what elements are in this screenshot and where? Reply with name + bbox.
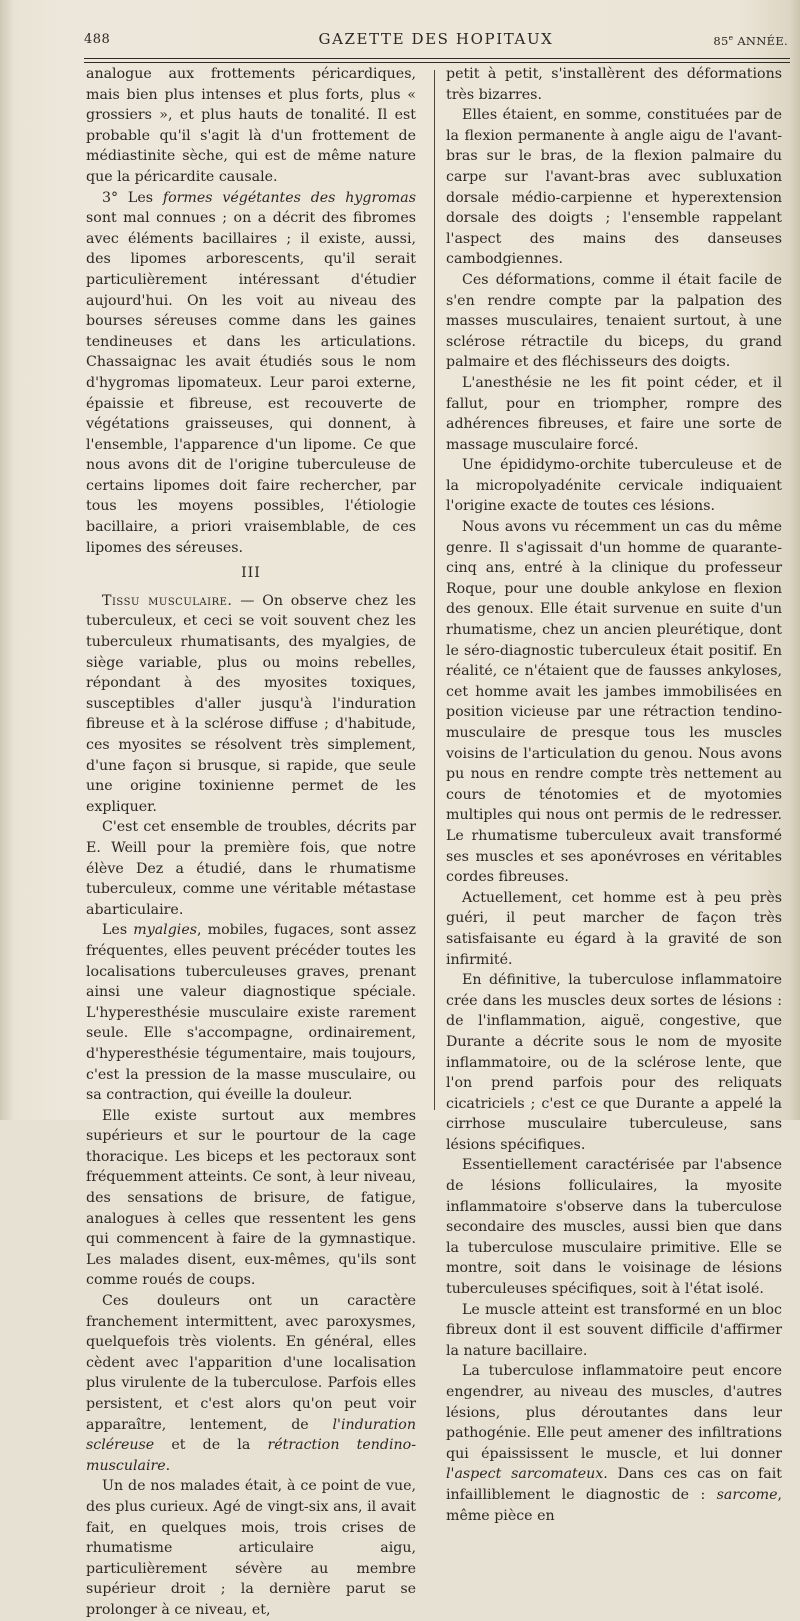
emphasis: l'aspect sarcomateux bbox=[446, 1466, 604, 1483]
paragraph: petit à petit, s'installèrent des déformations très bizarres. bbox=[446, 66, 782, 103]
paragraph-text: La tuberculose inflammatoire peut encore engendrer, au niveau des muscles, d'autres lésions, plus déroutantes dans leur pathogénie. Elle peut amener des infiltrations qui épaississent le muscle, et lui donner bbox=[446, 1363, 782, 1462]
paragraph: Une épididymo-orchite tuberculeuse et de la micropolyadénite cervicale indiquaient l'origine exacte de toutes ces lésions. bbox=[446, 457, 782, 515]
paragraph: Un de nos malades était, à ce point de vue, des plus curieux. Agé de vingt-six ans, il avait fait, en quelques mois, trois crises de rhumatisme articulaire aigu, particulièrement sévère au membre supérieur droit ; la dernière parut se prolonger à ce niveau, et, bbox=[86, 1478, 416, 1618]
paragraph: Le muscle atteint est transformé en un bloc fibreux dont il est souvent difficile d'affirmer la nature bacillaire. bbox=[446, 1301, 782, 1359]
paragraph-text: Ces douleurs ont un caractère franchement intermittent, avec paroxysmes, quelquefois très violents. En général, elles cèdent avec l'apparition d'une localisation plus virulente de la tuberculose. Parfois elles persistent, et c'est alors qu'on peut voir apparaître, lentement, de bbox=[86, 1293, 416, 1433]
paragraph: Actuellement, cet homme est à peu près guéri, il peut marcher de façon très satisfaisante eu égard à la gravité de son infirmité. bbox=[446, 889, 782, 968]
left-column bbox=[86, 64, 416, 1621]
paragraph-lead: Les bbox=[102, 922, 134, 939]
header-rule-top bbox=[84, 58, 790, 59]
paragraph: Elle existe surtout aux membres supérieurs et sur le pourtour de la cage thoracique. Les biceps et les pectoraux sont fréquemment atteints. Ce sont, à leur niveau, des sensations de brisure, de fatigue, analogues à celles que ressentent les gens qui commencent à faire de la gymnastique. Les malades disent, eux-mêmes, qu'ils sont comme roués de coups. bbox=[86, 1107, 416, 1289]
paragraph-text: — On observe chez les tuberculeux, et ceci se voit souvent chez les tuberculeux rhumatisants, des myalgies, de siège variable, plus ou moins rebelles, répondant à des myosites toxiques, susceptibles d'aller jusqu'à l'induration fibreuse et à la sclérose diffuse ; d'habitude, ces myosites se résolvent très simplement, d'une façon si brusque, si rapide, que seule une origine toxinienne permet de les expliquer. bbox=[86, 592, 417, 815]
running-header bbox=[84, 30, 788, 54]
emphasis: myalgies bbox=[133, 922, 197, 939]
section-heading: III bbox=[241, 565, 261, 582]
paragraph bbox=[86, 1291, 416, 1476]
paragraph: Elles étaient, en somme, constituées par de la flexion permanente à angle aigu de l'avant-bras sur le bras, de la flexion palmaire du carpe sur l'avant-bras avec subluxation dorsale médio-carpienne et hyperextension dorsale des doigts ; l'ensemble rappelant l'aspect des mains des danseuses cambodgiennes. bbox=[446, 107, 782, 268]
emphasis: formes végétantes des hygromas bbox=[162, 189, 416, 206]
year-label bbox=[713, 33, 788, 48]
year-number: 85 bbox=[713, 33, 729, 48]
paragraph-text: et de la bbox=[154, 1437, 268, 1454]
paragraph: Nous avons vu récemment un cas du même genre. Il s'agissait d'un homme de quarante-cinq ans, entré à la clinique du professeur Roque, pour une double ankylose en flexion des genoux. Elle était survenue en suite d'un rhumatisme, chez un ancien pleurétique, dont le séro-diagnostic tuberculeux était positif. En réalité, ce n'étaient que de fausses ankyloses, cet homme avait les jambes immobilisées en position vicieuse par une rétraction tendino-musculaire de presque tous les muscles voisins de l'articulation du genou. Nous avons pu nous en rendre compte très nettement au cours de ténotomies et de myotomies multiples qui nous ont permis de le redresser. Le rhumatisme tuberculeux avait transformé ses muscles et ses aponévroses en véritables cordes fibreuses. bbox=[446, 519, 782, 886]
paragraph: En définitive, la tuberculose inflammatoire crée dans les muscles deux sortes de lésions : de l'inflammation, aiguë, congestive, que Durante a décrite sous le nom de myosite inflammatoire, ou de la sclérose lente, que l'on prend parfois pour des reliquats cicatriciels ; c'est ce que Durante a appelé la cirrhose musculaire tuberculeuse, sans lésions spécifiques. bbox=[446, 972, 782, 1153]
paragraph-text: . Dans ces cas on fait infailliblement le diagnostic de : bbox=[446, 1466, 782, 1503]
paragraph-text: sont mal connues ; on a décrit des fibromes avec éléments bacillaires ; il existe, aussi, des lipomes arborescents, qu'il serait particulièrement intéressant d'étudier aujourd'hui. On les voit au niveau des bourses séreuses comme dans les gaines tendineuses et dans les articulations. Chassaignac les avait étudiés sous le nom d'hygromas lipomateux. Leur paroi externe, épaissie et fibreuse, est recouverte de végétations graisseuses, qui donnent, à l'ensemble, l'apparence d'un lipome. Ce que nous avons dit de l'origine tuberculeuse de certains lipomes doit faire rechercher, par tous les moyens possibles, l'étiologie bacillaire, a priori vraisemblable, de ces lipomes des séreuses. bbox=[86, 210, 416, 556]
emphasis: sarcome bbox=[716, 1486, 778, 1503]
page-number: 488 bbox=[84, 32, 111, 47]
paragraph bbox=[446, 1361, 782, 1526]
paragraph-lead: 3° Les bbox=[102, 189, 163, 206]
emphasis: l'induration scléreuse bbox=[86, 1416, 416, 1454]
emphasis: rétraction tendino-musculaire bbox=[86, 1437, 416, 1474]
year-suffix: e bbox=[728, 33, 734, 42]
header-rule-bottom bbox=[84, 62, 790, 63]
paragraph: Essentiellement caractérisée par l'absence de lésions folliculaires, la myosite inflammatoire s'observe dans la tuberculose secondaire des muscles, aussi bien que dans la tuberculose musculaire primitive. Elle se montre, soit dans le voisinage de lésions tuberculeuses spécifiques, soit à l'état isolé. bbox=[446, 1157, 782, 1298]
right-column bbox=[446, 64, 782, 1526]
journal-title: GAZETTE DES HOPITAUX bbox=[318, 30, 554, 48]
paragraph-text: , même pièce en bbox=[446, 1486, 782, 1524]
paragraph: analogue aux frottements péricardiques, mais bien plus intenses et plus forts, plus « grossiers », et plus hauts de tonalité. Il est probable qu'il s'agit là d'un frottement de médiastinite sèche, qui est de même nature que la péricardite causale. bbox=[86, 66, 416, 185]
paragraph bbox=[86, 920, 416, 1105]
year-word: ANNÉE. bbox=[737, 33, 788, 48]
paragraph: C'est cet ensemble de troubles, décrits par E. Weill pour la première fois, que notre élève Dez a étudié, dans le rhumatisme tuberculeux, comme une véritable métastase abarticulaire. bbox=[86, 819, 416, 918]
paragraph: L'anesthésie ne les fit point céder, et il fallut, pour en triompher, rompre des adhérences fibreuses, et faire une sorte de massage musculaire forcé. bbox=[446, 374, 782, 453]
section-lead: Tissu musculaire. bbox=[102, 592, 233, 609]
paragraph bbox=[86, 188, 416, 559]
column-separator bbox=[434, 70, 435, 1110]
paragraph bbox=[86, 591, 416, 818]
paragraph-text: . bbox=[165, 1457, 171, 1474]
paragraph: Ces déformations, comme il était facile de s'en rendre compte par la palpation des masses musculaires, tenaient surtout, à une sclérose rétractile du biceps, du grand palmaire et des fléchisseurs des doigts. bbox=[446, 271, 782, 371]
paragraph-text: , mobiles, fugaces, sont assez fréquentes, elles peuvent précéder toutes les localisations tuberculeuses graves, prenant ainsi une valeur diagnostique spéciale. L'hyperesthésie musculaire existe rarement seule. Elle s'accompagne, ordinairement, d'hyperesthésie tégumentaire, mais toujours, c'est la pression de la masse musculaire, ou sa contraction, qui éveille la douleur. bbox=[86, 922, 416, 1104]
